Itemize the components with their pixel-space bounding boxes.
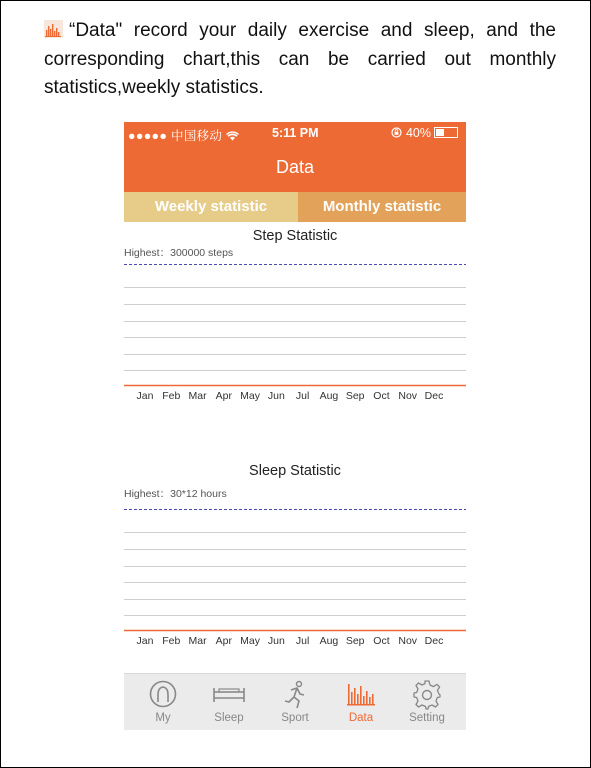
- tab-setting-label: Setting: [409, 712, 445, 724]
- sleep-highest-label: Highest：30*12 hours: [124, 488, 227, 500]
- tab-sleep-label: Sleep: [214, 712, 244, 724]
- phone-screenshot: [124, 122, 466, 729]
- x-tick-label: Feb: [162, 390, 181, 402]
- bar-chart-icon: [346, 680, 376, 708]
- x-tick-label: Mar: [188, 635, 207, 647]
- x-tick-label: Jan: [136, 635, 154, 647]
- x-tick-label: May: [240, 635, 261, 647]
- tab-weekly-statistic[interactable]: Weekly statistic: [124, 192, 298, 222]
- bottom-tab-bar: [124, 673, 466, 730]
- x-tick-label: Jan: [136, 390, 154, 402]
- x-tick-label: Apr: [215, 390, 232, 402]
- step-chart-title: Step Statistic: [252, 228, 338, 244]
- intro-line-2: corresponding chart,this can be carried out monthly: [44, 48, 556, 70]
- status-bar: [124, 122, 466, 144]
- intro-text: [44, 17, 556, 103]
- x-tick-label: Apr: [215, 635, 232, 647]
- tab-my[interactable]: [130, 674, 196, 730]
- status-time: 5:11 PM: [272, 126, 319, 140]
- gear-icon: [412, 680, 442, 710]
- sleep-chart-title: Sleep Statistic: [249, 463, 341, 479]
- x-tick-label: Oct: [373, 390, 390, 402]
- x-tick-label: Aug: [319, 390, 339, 402]
- wifi-icon: [226, 131, 239, 141]
- x-tick-label: May: [240, 390, 261, 402]
- x-tick-label: Nov: [398, 390, 418, 402]
- step-chart: [124, 258, 466, 406]
- tab-sport[interactable]: [262, 674, 328, 730]
- battery-icon: [434, 127, 458, 138]
- segment-tabs: [124, 192, 466, 222]
- x-tick-label: Jun: [267, 390, 285, 402]
- x-tick-label: Sep: [345, 635, 365, 647]
- x-tick-label: Nov: [398, 635, 418, 647]
- x-tick-label: Feb: [162, 635, 181, 647]
- x-tick-label: Mar: [188, 390, 207, 402]
- x-tick-label: Jun: [267, 635, 285, 647]
- x-tick-label: Dec: [424, 635, 444, 647]
- battery-indicator: 40%: [391, 126, 458, 140]
- tab-data-label: Data: [348, 712, 374, 724]
- x-tick-label: Jul: [295, 390, 310, 402]
- intro-line-1: “Data" record your daily exercise and sleep, and the: [69, 20, 556, 41]
- tab-monthly-statistic[interactable]: Monthly statistic: [298, 192, 466, 222]
- x-tick-label: Oct: [373, 635, 390, 647]
- tab-data[interactable]: [328, 674, 394, 730]
- running-icon: [280, 680, 310, 710]
- step-highest-label: Highest：300000 steps: [124, 247, 234, 259]
- x-tick-label: Dec: [424, 390, 444, 402]
- bar-chart-icon: [44, 20, 63, 38]
- x-tick-label: Sep: [345, 390, 365, 402]
- bed-icon: [212, 680, 246, 708]
- intro-line-3: statistics,weekly statistics.: [44, 77, 264, 98]
- profile-icon: [148, 680, 178, 708]
- page-title: Data: [124, 144, 466, 192]
- tab-sport-label: Sport: [281, 712, 309, 724]
- tab-setting[interactable]: [394, 674, 460, 730]
- sleep-chart: [124, 503, 466, 651]
- x-tick-label: Aug: [319, 635, 339, 647]
- x-tick-label: Jul: [295, 635, 310, 647]
- carrier-label: ●●●●● 中国移动: [128, 126, 239, 144]
- rotation-lock-icon: [391, 127, 402, 138]
- tab-sleep[interactable]: [196, 674, 262, 730]
- tab-my-label: My: [155, 712, 171, 724]
